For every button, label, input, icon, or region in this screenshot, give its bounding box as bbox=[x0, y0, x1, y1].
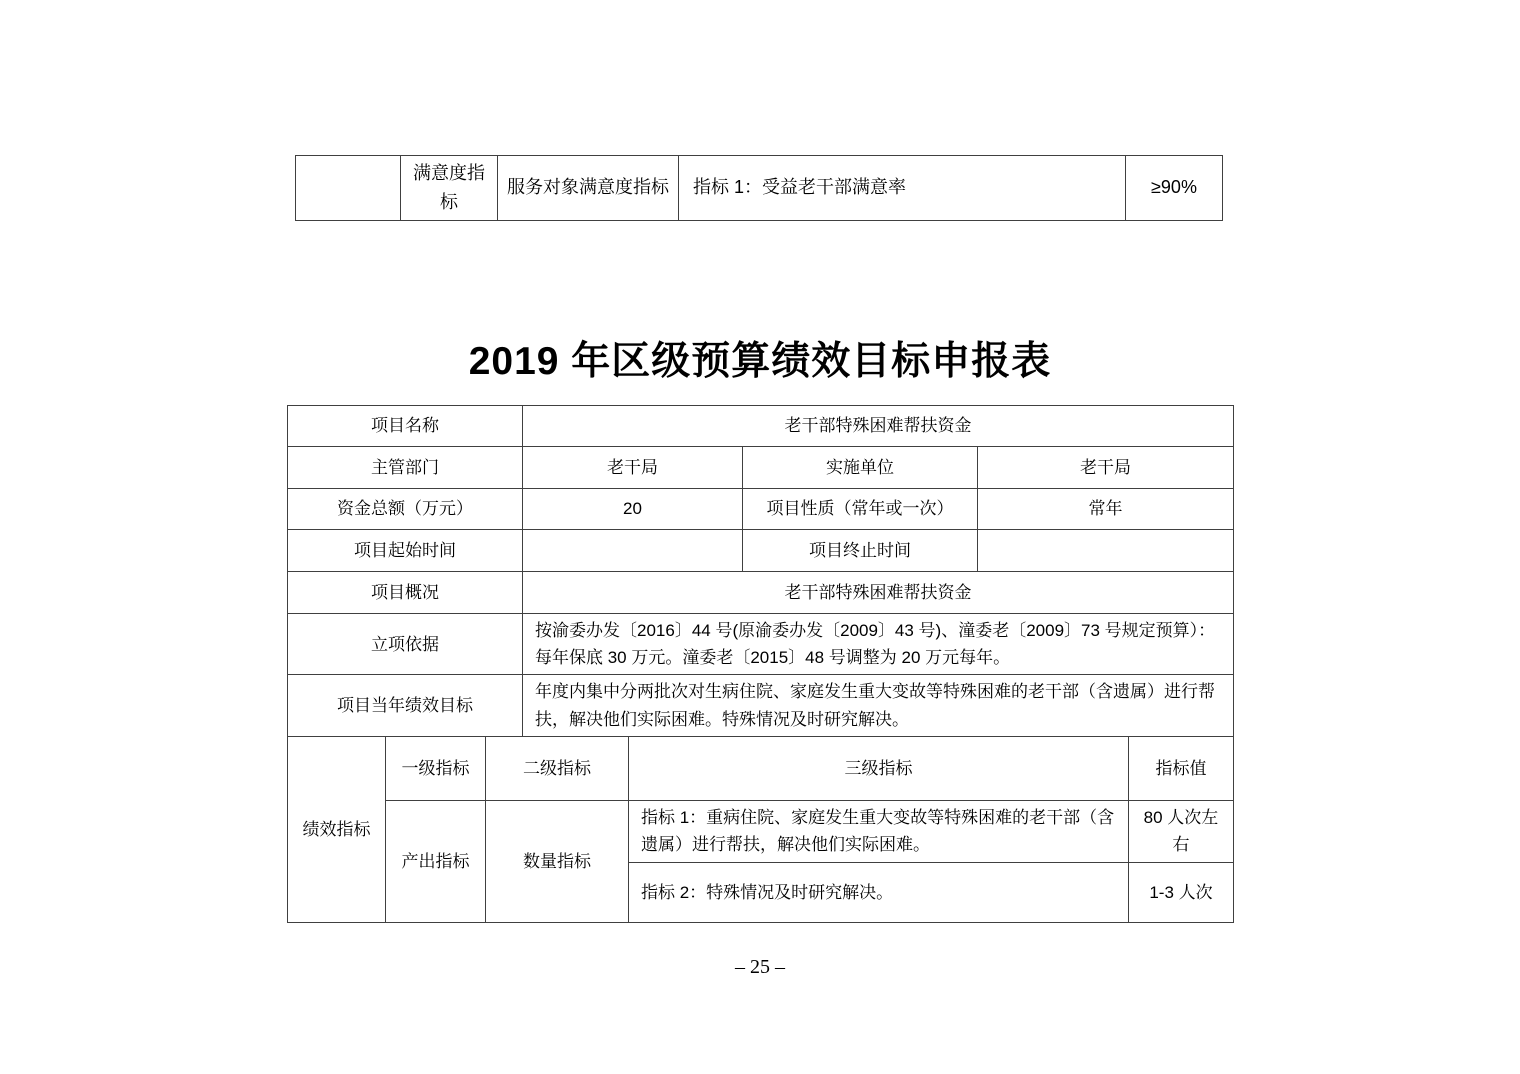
start-value-cell bbox=[523, 530, 743, 572]
satisfaction-category-cell: 满意度指标 bbox=[401, 156, 498, 221]
dept-value-cell: 老干局 bbox=[523, 447, 743, 489]
impl-value-cell: 老干局 bbox=[978, 447, 1234, 489]
project-name-value-cell: 老干部特殊困难帮扶资金 bbox=[523, 406, 1234, 447]
value-header-cell: 指标值 bbox=[1129, 736, 1234, 800]
level1-header-cell: 一级指标 bbox=[386, 736, 486, 800]
level2-header-cell: 二级指标 bbox=[486, 736, 629, 800]
basis-label-cell: 立项依据 bbox=[288, 614, 523, 675]
satisfaction-subcategory-cell: 服务对象满意度指标 bbox=[498, 156, 679, 221]
basis-value-cell: 按渝委办发〔2016〕44 号(原渝委办发〔2009〕43 号)、潼委老〔2009〕73 号规定预算）：每年保底 30 万元。潼委老〔2015〕48 号调整为 20 万元每年。 bbox=[523, 614, 1234, 675]
top-partial-table bbox=[295, 155, 1223, 221]
satisfaction-indicator-cell: 指标 1：受益老干部满意率 bbox=[679, 156, 1126, 221]
level3-header-cell: 三级指标 bbox=[629, 736, 1129, 800]
amount-label-cell: 资金总额（万元） bbox=[288, 489, 523, 530]
nature-value-cell: 常年 bbox=[978, 489, 1234, 530]
perf-label-cell: 绩效指标 bbox=[288, 736, 386, 922]
table-row bbox=[288, 572, 1234, 614]
table-row bbox=[296, 156, 1223, 221]
overview-label-cell: 项目概况 bbox=[288, 572, 523, 614]
satisfaction-row-table bbox=[295, 155, 1223, 221]
page-title: 2019 年区级预算绩效目标申报表 bbox=[468, 340, 1052, 383]
table-row bbox=[288, 675, 1234, 736]
project-name-label-cell: 项目名称 bbox=[288, 406, 523, 447]
table-row bbox=[288, 489, 1234, 530]
dept-label-cell: 主管部门 bbox=[288, 447, 523, 489]
indicator1-cell: 指标 1：重病住院、家庭发生重大变故等特殊困难的老干部（含遗属）进行帮扶，解决他们实际困难。 bbox=[629, 800, 1129, 862]
indicator2-cell: 指标 2：特殊情况及时研究解决。 bbox=[629, 862, 1129, 922]
goal-value-cell: 年度内集中分两批次对生病住院、家庭发生重大变故等特殊困难的老干部（含遗属）进行帮扶，解决他们实际困难。特殊情况及时研究解决。 bbox=[523, 675, 1234, 736]
end-value-cell bbox=[978, 530, 1234, 572]
level2-value-cell: 数量指标 bbox=[486, 800, 629, 922]
level1-value-cell: 产出指标 bbox=[386, 800, 486, 922]
end-label-cell: 项目终止时间 bbox=[743, 530, 978, 572]
project-info-table bbox=[287, 405, 1234, 737]
table-row bbox=[288, 447, 1234, 489]
satisfaction-value-cell: ≥90% bbox=[1126, 156, 1223, 221]
table-row bbox=[288, 800, 1234, 862]
declaration-form bbox=[287, 405, 1233, 923]
performance-indicator-table bbox=[287, 736, 1234, 923]
table-row bbox=[288, 736, 1234, 800]
goal-label-cell: 项目当年绩效目标 bbox=[288, 675, 523, 736]
table-row bbox=[288, 406, 1234, 447]
indicator2-value-cell: 1-3 人次 bbox=[1129, 862, 1234, 922]
table-row bbox=[288, 614, 1234, 675]
indicator1-value-cell: 80 人次左右 bbox=[1129, 800, 1234, 862]
start-label-cell: 项目起始时间 bbox=[288, 530, 523, 572]
impl-label-cell: 实施单位 bbox=[743, 447, 978, 489]
top-row-empty-cell bbox=[296, 156, 401, 221]
page-number: – 25 – bbox=[735, 956, 785, 978]
amount-value-cell: 20 bbox=[523, 489, 743, 530]
overview-value-cell: 老干部特殊困难帮扶资金 bbox=[523, 572, 1234, 614]
nature-label-cell: 项目性质（常年或一次） bbox=[743, 489, 978, 530]
table-row bbox=[288, 530, 1234, 572]
